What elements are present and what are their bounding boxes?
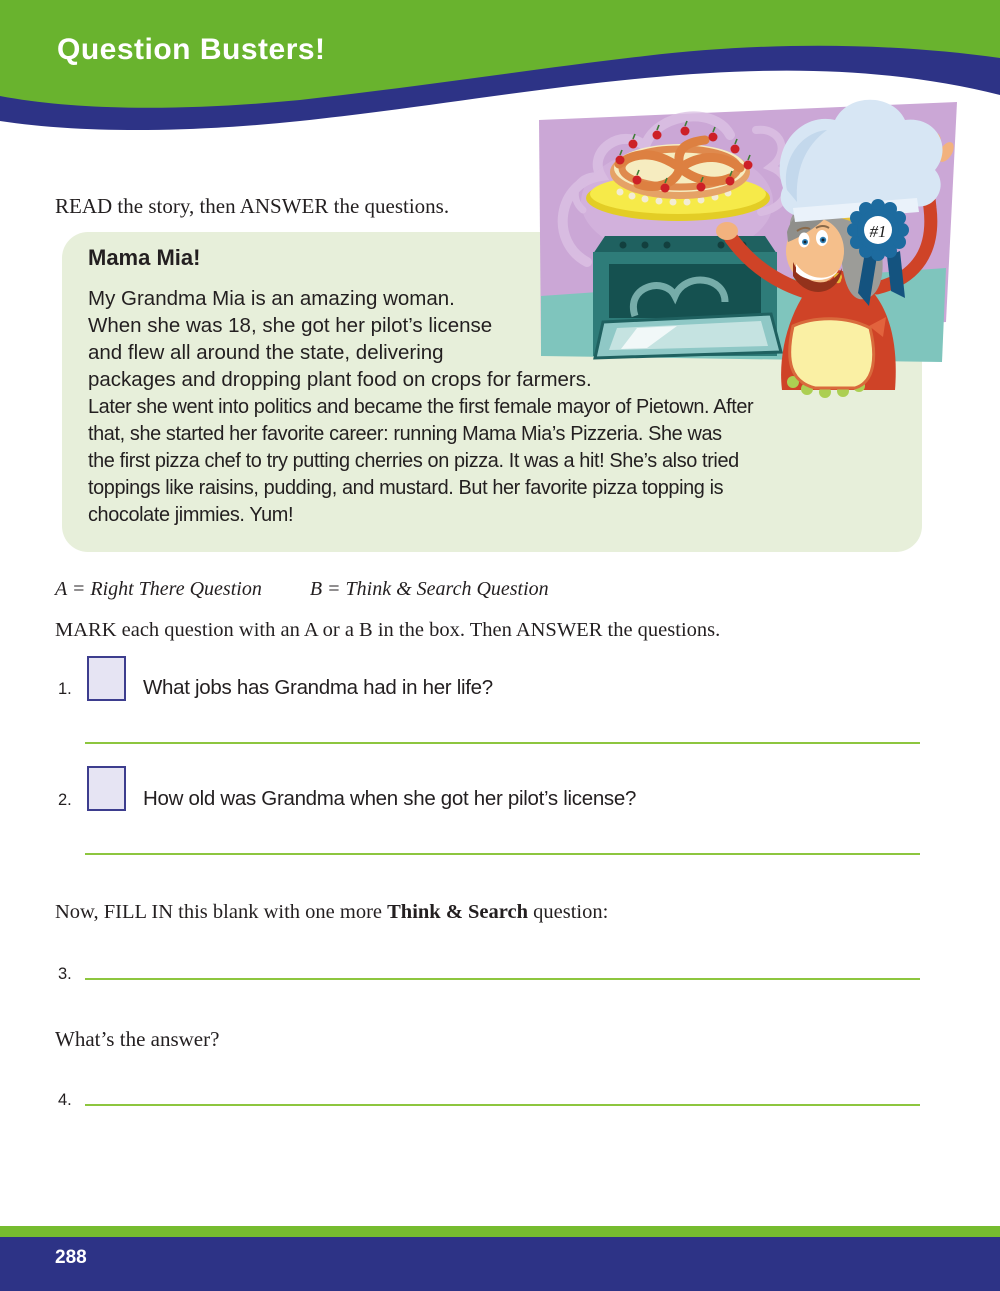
left-hand — [716, 222, 738, 240]
question-1-number: 1. — [58, 680, 72, 698]
question-3-number: 3. — [58, 965, 72, 983]
legend-think-search: B = Think & Search Question — [309, 578, 549, 600]
story-line: packages and dropping plant food on crops for farmers. — [88, 368, 592, 391]
apron — [790, 319, 874, 388]
page-number: 288 — [55, 1247, 87, 1268]
question-1-text: What jobs has Grandma had in her life? — [143, 676, 493, 699]
question-2-text: How old was Grandma when she got her pilot’s license? — [143, 787, 637, 810]
story-line: and flew all around the state, delivering — [88, 341, 444, 364]
page-title: Question Busters! — [57, 33, 326, 66]
story-line: My Grandma Mia is an amazing woman. — [88, 287, 455, 310]
question-4-number: 4. — [58, 1091, 72, 1109]
fill-in-prefix: Now, FILL IN this blank with one more — [55, 901, 388, 923]
story-line: chocolate jimmies. Yum! — [88, 503, 294, 526]
fill-in-suffix: question: — [528, 901, 609, 923]
intro-text: READ the story, then ANSWER the questions. — [55, 194, 450, 218]
question-3-answer-line[interactable] — [85, 978, 920, 980]
question-2-answer-box[interactable] — [87, 766, 126, 811]
award-label: #1 — [869, 222, 887, 241]
question-type-legend — [55, 578, 549, 601]
story-line: When she was 18, she got her pilot’s license — [88, 314, 493, 337]
story-line: that, she started her favorite career: running Mama Mia’s Pizzeria. She was — [88, 422, 722, 445]
question-1-answer-line[interactable] — [85, 742, 920, 744]
story-line: the first pizza chef to try putting cherries on pizza. It was a hit! She’s also tried — [88, 449, 739, 472]
whats-answer-prompt: What’s the answer? — [55, 1027, 220, 1051]
grandma-chef-illustration — [525, 90, 965, 402]
footer-bar — [0, 1237, 1000, 1291]
mark-instructions: MARK each question with an A or a B in the box. Then ANSWER the questions. — [55, 619, 721, 641]
story-title: Mama Mia! — [88, 245, 201, 270]
question-4-answer-line[interactable] — [85, 1104, 920, 1106]
fill-in-bold: Think & Search — [387, 901, 529, 923]
fill-in-prompt — [55, 901, 608, 924]
story-line: toppings like raisins, pudding, and mustard. But her favorite pizza topping is — [88, 476, 724, 499]
question-1-answer-box[interactable] — [87, 656, 126, 701]
footer-green-divider — [0, 1226, 1000, 1237]
question-2-answer-line[interactable] — [85, 853, 920, 855]
story-line: Later she went into politics and became the first female mayor of Pietown. After — [88, 395, 754, 418]
question-2-number: 2. — [58, 791, 72, 809]
legend-right-there: A = Right There Question — [55, 578, 262, 600]
